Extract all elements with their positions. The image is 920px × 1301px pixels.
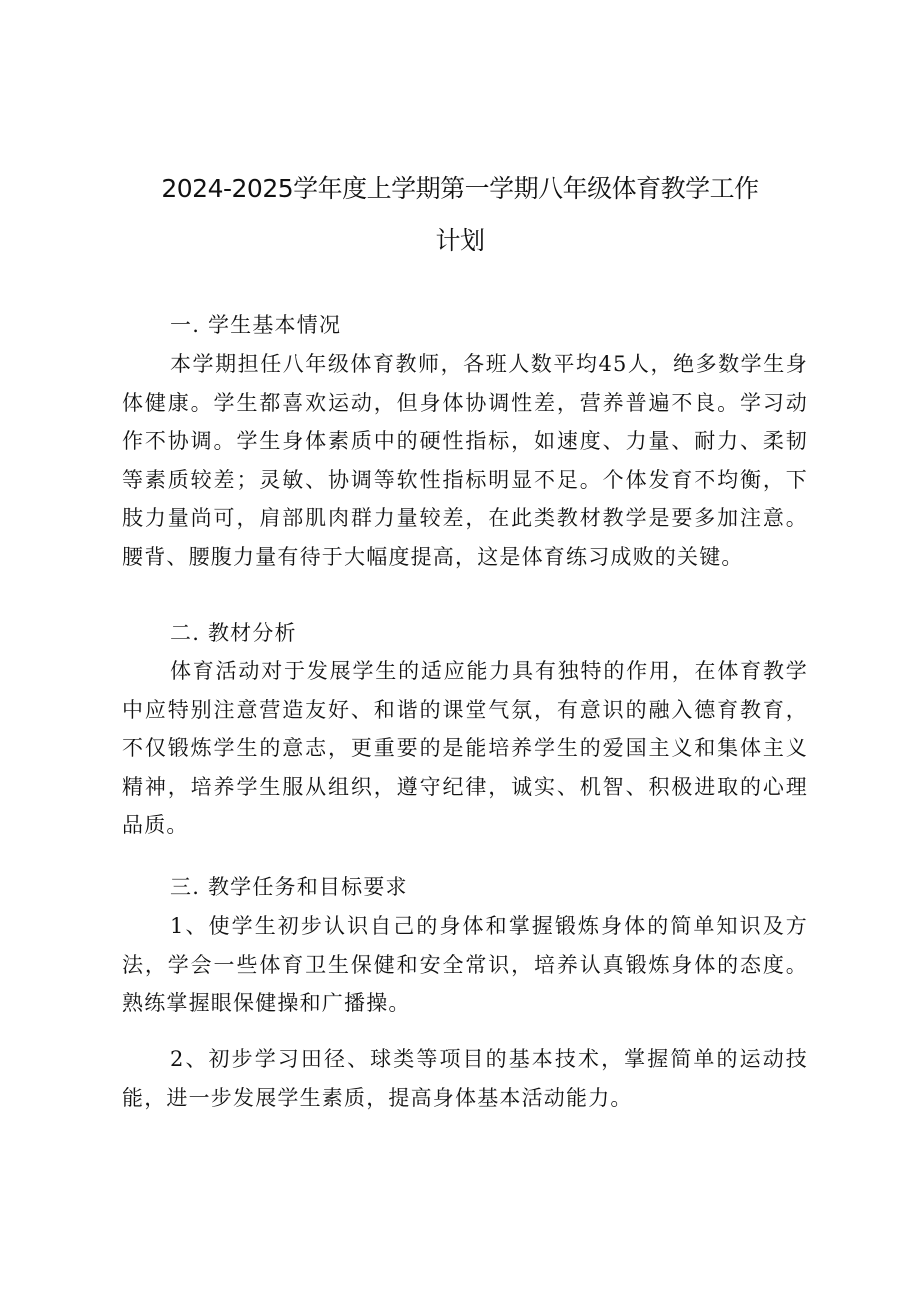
paragraph-student-situation: 本学期担任八年级体育教师，各班人数平均45人，绝多数学生身体健康。学生都喜欢运动，但身体协调性差，营养普遍不良。学习动作不协调。学生身体素质中的硬性指标，如速度、力量、耐力、柔韧等素质较差；灵敏、协调等软性指标明显不足。个体发育不均衡，下肢力量尚可，肩部肌肉群力量较差，在此类教材教学是要多加注意。腰背、腰腹力量有待于大幅度提高，这是体育练习成败的关键。 <box>122 352 808 569</box>
paragraph-task-2: 2、初步学习田径、球类等项目的基本技术，掌握简单的运动技能，进一步发展学生素质，提高身体基本活动能力。 <box>122 1047 808 1110</box>
paragraph-material-analysis: 体育活动对于发展学生的适应能力具有独特的作用，在体育教学中应特别注意营造友好、和谐的课堂气氛，有意识的融入德育教育，不仅锻炼学生的意志，更重要的是能培养学生的爱国主义和集体主义精神，培养学生服从组织，遵守纪律，诚实、机智、积极进取的心理品质。 <box>122 659 808 837</box>
document-title-line-2: 计划 <box>435 226 485 255</box>
section-heading-teaching-tasks: 三. 教学任务和目标要求 <box>170 875 408 899</box>
document-title-line-1: 2024-2025学年度上学期第一学期八年级体育教学工作 <box>161 174 759 203</box>
section-heading-material-analysis: 二. 教材分析 <box>170 621 297 645</box>
section-heading-student-situation: 一. 学生基本情况 <box>170 313 342 337</box>
paragraph-task-1: 1、使学生初步认识自己的身体和掌握锻炼身体的简单知识及方法，学会一些体育卫生保健和安全常识，培养认真锻炼身体的态度。熟练掌握眼保健操和广播操。 <box>122 914 808 1015</box>
